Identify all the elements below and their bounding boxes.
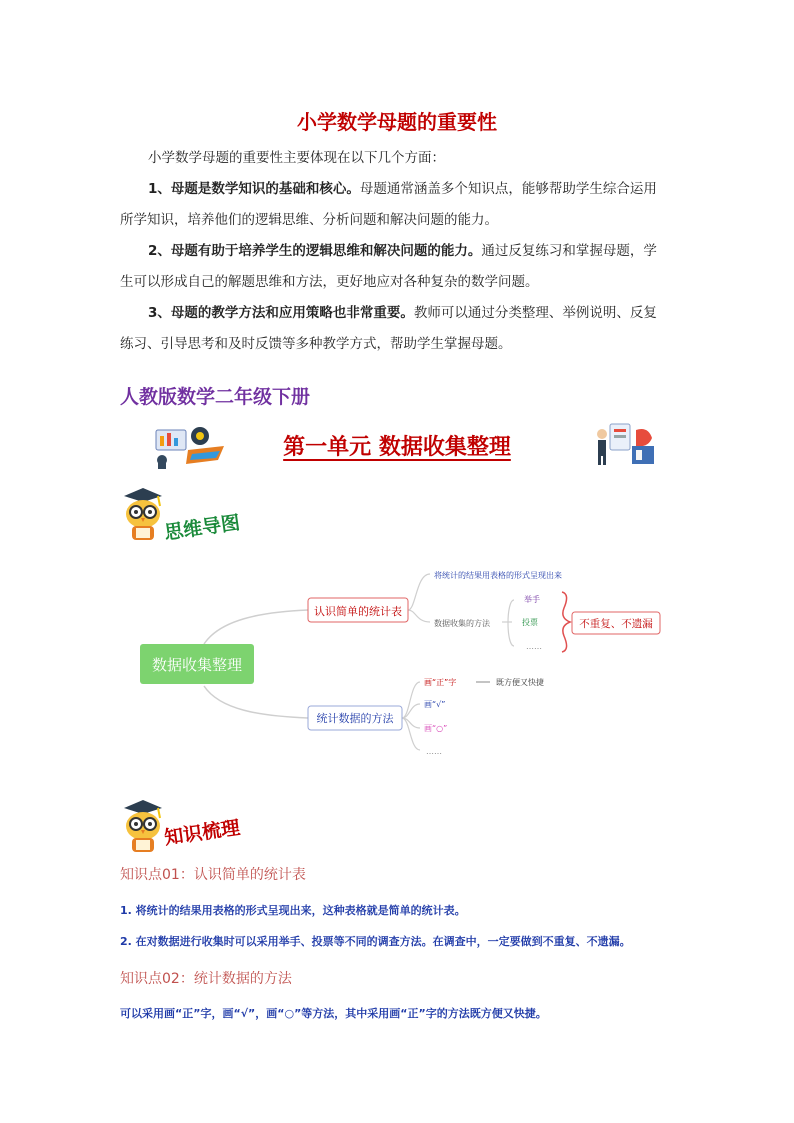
- knowledge-point-1-item-1: 1. 将统计的结果用表格的形式呈现出来，这种表格就是简单的统计表。: [120, 904, 466, 917]
- grade-heading: 人教版数学二年级下册: [120, 386, 311, 408]
- method-vote: 投票: [522, 618, 538, 627]
- point-1: 1、母题是数学知识的基础和核心。母题通常涵盖多个知识点，能够帮助学生综合运用 所学知识，培养他们的逻辑思维、分析问题和解决问题的能力。: [120, 181, 657, 228]
- mindmap-section-label: 思维导图: [163, 511, 242, 545]
- branch1-leaf2: 数据收集的方法: [434, 619, 490, 628]
- branch2-label: 统计数据的方法: [316, 712, 394, 725]
- methods-bracket: [508, 600, 514, 646]
- branch1-label: 认识简单的统计表: [314, 605, 402, 618]
- owl-mascot-icon: [118, 482, 168, 544]
- tally-check: 画“√”: [424, 700, 446, 709]
- tally-zheng: 画“正”字: [424, 678, 457, 687]
- connector-root-branch1: [204, 610, 308, 644]
- methods-note: 不重复、不遗漏: [579, 618, 653, 630]
- tally-ellipsis: ……: [426, 747, 442, 756]
- mind-map: [130, 560, 690, 760]
- method-raise-hand: 举手: [524, 595, 540, 604]
- connector-branch1-leaf1: [408, 574, 430, 610]
- point-2: 2、母题有助于培养学生的逻辑思维和解决问题的能力。通过反复练习和掌握母题，学 生可以形成自己的解题思维和方法，更好地应对各种复杂的数学问题。: [120, 243, 657, 290]
- methods-brace: [562, 592, 570, 652]
- data-illustration-right-icon: [592, 418, 662, 468]
- knowledge-point-1-title: 知识点01：认识简单的统计表: [120, 867, 306, 883]
- owl-mascot-icon: [118, 794, 168, 856]
- connector-root-branch2: [204, 686, 308, 718]
- unit-title: 第一单元 数据收集整理: [283, 435, 511, 460]
- knowledge-point-2-text: 可以采用画“正”字，画“√”，画“○”等方法，其中采用画“正”字的方法既方便又快捷。: [120, 1007, 547, 1020]
- document-title: 小学数学母题的重要性: [297, 110, 497, 134]
- knowledge-point-1-item-2: 2. 在对数据进行收集时可以采用举手、投票等不同的调查方法。在调查中，一定要做到不重复、不遗漏。: [120, 935, 631, 948]
- method-ellipsis: ……: [526, 642, 542, 651]
- intro-paragraph: 小学数学母题的重要性主要体现在以下几个方面：: [148, 150, 445, 166]
- tally-note: 既方便又快捷: [496, 678, 544, 687]
- tally-circle: 画“○”: [424, 724, 448, 733]
- root-node-label: 数据收集整理: [151, 656, 243, 674]
- connector-branch1-leaf2: [408, 610, 430, 622]
- point-3: 3、母题的教学方法和应用策略也非常重要。教师可以通过分类整理、举例说明、反复 练习、引导思考和及时反馈等多种教学方式，帮助学生掌握母题。: [120, 305, 657, 352]
- branch1-leaf1: 将统计的结果用表格的形式呈现出来: [434, 571, 562, 580]
- knowledge-section-label: 知识梳理: [163, 816, 242, 850]
- connector-branch2-tally1: [402, 682, 420, 718]
- connector-branch2-tally4: [402, 718, 420, 750]
- knowledge-point-2-title: 知识点02：统计数据的方法: [120, 971, 292, 987]
